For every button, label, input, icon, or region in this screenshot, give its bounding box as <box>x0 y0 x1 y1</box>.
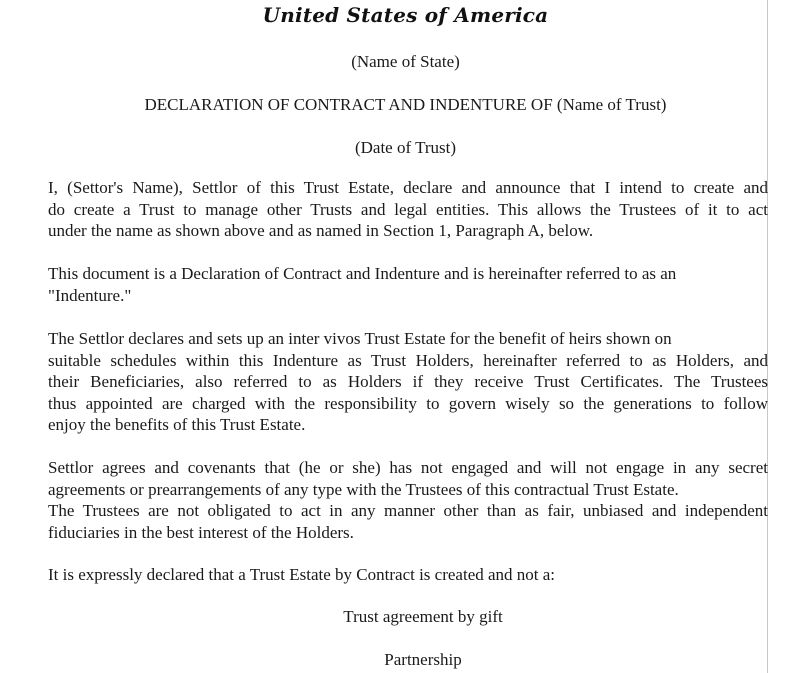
paragraph-line: This document is a Declaration of Contract and Indenture and is hereinafter referred to as an <box>48 264 677 283</box>
paragraph-line: thus appointed are charged with the responsibility to govern wisely so the generations to follow <box>48 393 768 413</box>
paragraph-express-declaration[interactable] <box>48 564 768 586</box>
state-name[interactable]: (Name of State) <box>351 52 460 71</box>
paragraph-line: Settlor agrees and covenants that (he or she) has not engaged and will not engage in any secret <box>48 458 768 477</box>
document-heading[interactable]: United States of America <box>262 3 549 27</box>
list-item[interactable]: Partnership <box>384 650 462 669</box>
paragraph-line: suitable schedules within this Indenture as Trust Holders, hereinafter referred to as Holders, and <box>48 350 768 370</box>
paragraph-line: "Indenture." <box>48 285 132 305</box>
paragraph-line: enjoy the benefits of this Trust Estate. <box>48 415 306 434</box>
paragraph-line: do create a Trust to manage other Trusts and legal entities. This allows the Trustees of it to act <box>48 199 768 219</box>
list-item[interactable]: Trust agreement by gift <box>343 607 503 626</box>
declaration-title[interactable]: DECLARATION OF CONTRACT AND INDENTURE OF (Name of Trust) <box>144 95 667 114</box>
paragraph-indenture-definition[interactable] <box>48 263 768 306</box>
paragraph-line: fiduciaries in the best interest of the Holders. <box>48 522 354 542</box>
paragraph-line: their Beneficiaries, also referred to as Holders if they receive Trust Certificates. The Trustees <box>48 372 768 391</box>
paragraph-line: It is expressly declared that a Trust Estate by Contract is created and not a: <box>48 565 556 584</box>
paragraph-trust-estate[interactable] <box>48 328 768 436</box>
paragraph-line: agreements or prearrangements of any type with the Trustees of this contractual Trust Estate. <box>48 479 679 499</box>
paragraph-line: under the name as shown above and as named in Section 1, Paragraph A, below. <box>48 221 594 240</box>
paragraph-line: I, (Settor's Name), Settlor of this Trust Estate, declare and announce that I intend to create and <box>48 178 768 197</box>
paragraph-line: The Settlor declares and sets up an inter vivos Trust Estate for the benefit of heirs shown on <box>48 329 672 348</box>
trust-date[interactable]: (Date of Trust) <box>354 138 457 157</box>
paragraph-settlor-covenant[interactable] <box>48 457 768 543</box>
paragraph-line: The Trustees are not obligated to act in any manner other than as fair, unbiased and independent <box>48 501 768 520</box>
paragraph-settlor-intro[interactable] <box>48 177 768 242</box>
